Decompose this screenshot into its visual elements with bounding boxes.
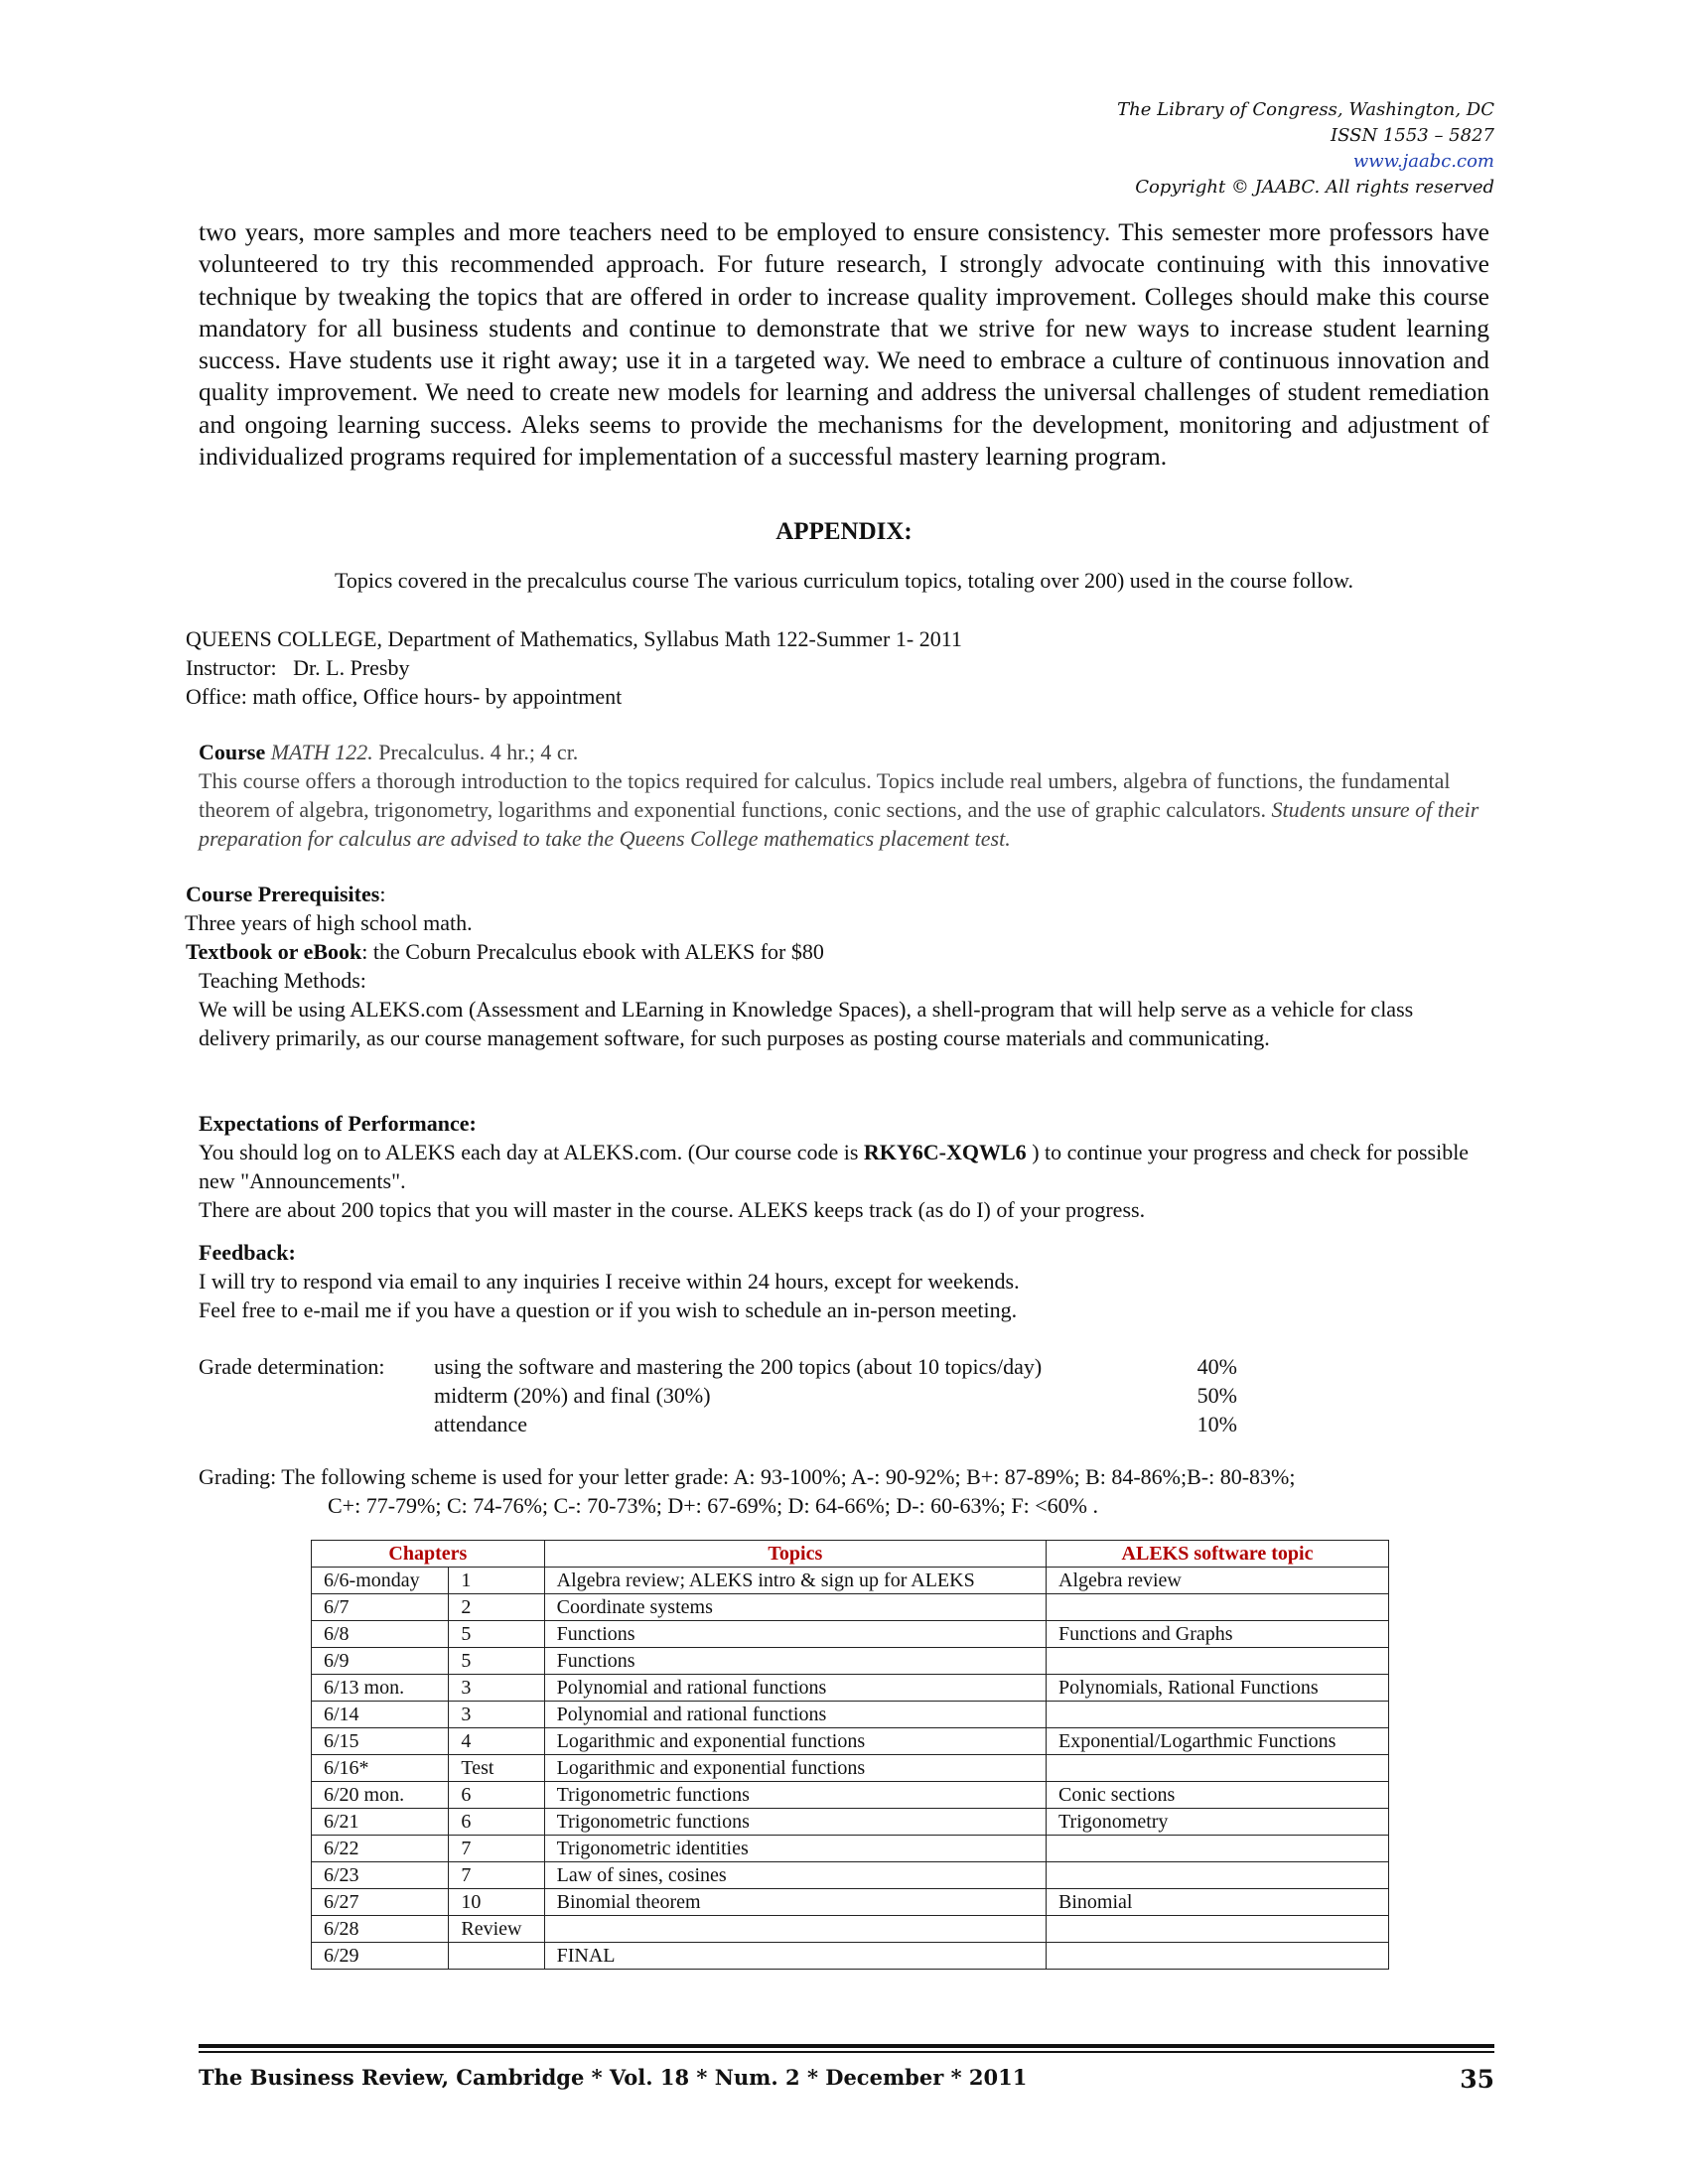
chapter-cell: 6 — [449, 1782, 544, 1809]
chapter-cell: 5 — [449, 1648, 544, 1675]
topic-cell: Logarithmic and exponential functions — [544, 1728, 1046, 1755]
expectations-text — [199, 1138, 1489, 1195]
feedback-label: Feedback: — [199, 1240, 296, 1265]
grade-item: midterm (20%) and final (30%) — [434, 1383, 711, 1408]
page-number: 35 — [1460, 2065, 1494, 2094]
course-section — [199, 738, 1489, 853]
expectations-section — [199, 1109, 1489, 1224]
header-link[interactable]: www.jaabc.com — [1352, 151, 1494, 172]
chapter-cell: Test — [449, 1755, 544, 1782]
topic-cell: Trigonometric functions — [544, 1809, 1046, 1836]
topic-cell: Coordinate systems — [544, 1594, 1046, 1621]
expectations-label: Expectations of Performance: — [199, 1111, 477, 1136]
topic-cell: FINAL — [544, 1943, 1046, 1970]
office-line: Office: math office, Office hours- by appointment — [186, 684, 623, 709]
date-cell: 6/21 — [312, 1809, 449, 1836]
topic-cell: Trigonometric functions — [544, 1782, 1046, 1809]
schedule-table — [311, 1540, 1389, 1970]
grade-percent: 40% — [1196, 1354, 1237, 1379]
syllabus-header — [186, 624, 962, 711]
topic-cell: Functions — [544, 1621, 1046, 1648]
footer-rule-thick — [199, 2044, 1494, 2048]
grade-label: Grade determination: — [199, 1354, 385, 1379]
course-desc-text: This course offers a thorough introduction to the topics required for calculus. Topics include real umbers, algebra of functions, the fundamental theorem of algebra, trigonometry, logarithms and exponential functions, conic sections, and the use of graphic calculators. — [199, 768, 1451, 822]
chapter-cell: 2 — [449, 1594, 544, 1621]
table-row — [312, 1809, 1389, 1836]
date-cell: 6/20 mon. — [312, 1782, 449, 1809]
appendix-title: APPENDIX: — [775, 518, 913, 545]
date-cell: 6/6-monday — [312, 1568, 449, 1594]
aleks-cell — [1047, 1755, 1389, 1782]
header-topics: Topics — [544, 1541, 1046, 1568]
prereq-section — [186, 880, 1486, 966]
teaching-section — [199, 966, 1489, 1052]
aleks-cell: Trigonometry — [1047, 1809, 1389, 1836]
chapter-cell: 7 — [449, 1836, 544, 1862]
topic-cell: Trigonometric identities — [544, 1836, 1046, 1862]
table-row — [312, 1728, 1389, 1755]
chapter-cell: 5 — [449, 1621, 544, 1648]
feedback-line-1: I will try to respond via email to any inquiries I receive within 24 hours, except for weekends. — [199, 1269, 1020, 1294]
textbook-line — [186, 937, 1486, 966]
date-cell: 6/14 — [312, 1702, 449, 1728]
aleks-cell: Conic sections — [1047, 1782, 1389, 1809]
instructor-line — [186, 653, 962, 682]
table-row — [312, 1943, 1389, 1970]
college-line: QUEENS COLLEGE, Department of Mathematics, Syllabus Math 122-Summer 1- 2011 — [186, 626, 962, 651]
date-cell: 6/22 — [312, 1836, 449, 1862]
aleks-cell — [1047, 1862, 1389, 1889]
page-footer — [199, 2065, 1494, 2094]
topic-cell: Algebra review; ALEKS intro & sign up for ALEKS — [544, 1568, 1046, 1594]
header-issn: ISSN 1553 – 5827 — [1331, 125, 1494, 146]
grade-percent: 10% — [1196, 1412, 1237, 1436]
date-cell: 6/15 — [312, 1728, 449, 1755]
footer-rule-thin — [199, 2051, 1494, 2053]
teaching-text: We will be using ALEKS.com (Assessment and LEarning in Knowledge Spaces), a shell-program that will help serve as a vehicle for class delivery primarily, as our course management software, for such purposes as posting course materials and communicating. — [199, 997, 1414, 1050]
aleks-cell — [1047, 1702, 1389, 1728]
date-cell: 6/9 — [312, 1648, 449, 1675]
prereq-colon: : — [379, 882, 386, 906]
chapter-cell — [449, 1943, 544, 1970]
schedule-header-row — [312, 1541, 1389, 1568]
chapter-cell: 1 — [449, 1568, 544, 1594]
table-row — [312, 1916, 1389, 1943]
aleks-cell — [1047, 1916, 1389, 1943]
topic-cell: Binomial theorem — [544, 1889, 1046, 1916]
aleks-cell — [1047, 1594, 1389, 1621]
aleks-cell — [1047, 1943, 1389, 1970]
expectations-text-a: You should log on to ALEKS each day at ALEKS.com. (Our course code is — [199, 1140, 864, 1164]
table-row — [312, 1702, 1389, 1728]
grade-item: attendance — [434, 1412, 528, 1436]
aleks-cell: Functions and Graphs — [1047, 1621, 1389, 1648]
table-row — [312, 1862, 1389, 1889]
chapter-cell: 3 — [449, 1702, 544, 1728]
course-code: MATH 122. — [270, 740, 373, 764]
aleks-cell: Exponential/Logarthmic Functions — [1047, 1728, 1389, 1755]
chapter-cell: 10 — [449, 1889, 544, 1916]
table-row — [312, 1782, 1389, 1809]
aleks-cell: Polynomials, Rational Functions — [1047, 1675, 1389, 1702]
prereq-label: Course Prerequisites — [186, 882, 380, 906]
instructor-label: Instructor: — [186, 655, 277, 680]
course-desc-italic: Students unsure of their preparation for calculus are advised to take the Queens College mathematics placement test. — [199, 797, 1479, 851]
table-row — [312, 1836, 1389, 1862]
grade-percent: 50% — [1196, 1383, 1237, 1408]
date-cell: 6/28 — [312, 1916, 449, 1943]
chapter-cell: 7 — [449, 1862, 544, 1889]
feedback-line-2: Feel free to e-mail me if you have a question or if you wish to schedule an in-person meeting. — [199, 1297, 1018, 1322]
aleks-cell — [1047, 1836, 1389, 1862]
journal-citation: The Business Review, Cambridge * Vol. 18 * Num. 2 * December * 2011 — [199, 2065, 1028, 2090]
running-header — [1117, 97, 1494, 201]
body-paragraph: two years, more samples and more teachers need to be employed to ensure consistency. This semester more professors have volunteered to try this recommended approach. For future research, I strongly advocate continuing with this innovative technique by tweaking the topics that are offered in order to increase quality improvement. Colleges should make this course mandatory for all business students and continue to demonstrate that we strive for new ways to increase student learning success. Have students use it right away; use it in a targeted way. We need to embrace a culture of continuous innovation and quality improvement. We need to create new models for learning and address the universal challenges of student remediation and ongoing learning success. Aleks seems to provide the mechanisms for the development, monitoring and adjustment of individualized programs required for implementation of a successful mastery learning program. — [199, 217, 1489, 472]
grading-line-2: C+: 77-79%; C: 74-76%; C-: 70-73%; D+: 67-69%; D: 64-66%; D-: 60-63%; F: <60% . — [328, 1493, 1098, 1518]
course-code-value: RKY6C-XQWL6 — [863, 1140, 1027, 1164]
prereq-heading — [186, 880, 1486, 908]
table-row — [312, 1568, 1389, 1594]
date-cell: 6/8 — [312, 1621, 449, 1648]
textbook-label: Textbook or eBook — [186, 939, 362, 964]
aleks-cell: Binomial — [1047, 1889, 1389, 1916]
course-description — [199, 766, 1489, 853]
expectations-text-c: There are about 200 topics that you will master in the course. ALEKS keeps track (as do I) of your progress. — [199, 1197, 1146, 1222]
table-row — [312, 1889, 1389, 1916]
table-row — [312, 1594, 1389, 1621]
date-cell: 6/29 — [312, 1943, 449, 1970]
chapter-cell: Review — [449, 1916, 544, 1943]
grade-items — [434, 1352, 1042, 1438]
topic-cell — [544, 1916, 1046, 1943]
feedback-section — [199, 1238, 1489, 1324]
table-row — [312, 1755, 1389, 1782]
chapter-cell: 3 — [449, 1675, 544, 1702]
header-aleks-topic: ALEKS software topic — [1047, 1541, 1389, 1568]
topic-cell: Polynomial and rational functions — [544, 1675, 1046, 1702]
course-rest: Precalculus. 4 hr.; 4 cr. — [372, 740, 579, 764]
aleks-cell: Algebra review — [1047, 1568, 1389, 1594]
topic-cell: Logarithmic and exponential functions — [544, 1755, 1046, 1782]
chapter-cell: 6 — [449, 1809, 544, 1836]
header-chapters: Chapters — [312, 1541, 545, 1568]
grade-percents — [1172, 1352, 1237, 1438]
table-row — [312, 1621, 1389, 1648]
topic-cell: Law of sines, cosines — [544, 1862, 1046, 1889]
table-row — [312, 1648, 1389, 1675]
instructor-name: Dr. L. Presby — [293, 655, 410, 680]
topic-cell: Functions — [544, 1648, 1046, 1675]
teaching-label: Teaching Methods: — [199, 968, 366, 993]
expectations-text-b: ) to continue your progress and check for possible new "Announcements". — [199, 1140, 1470, 1193]
aleks-cell — [1047, 1648, 1389, 1675]
appendix-subtitle: Topics covered in the precalculus course The various curriculum topics, totaling over 200) used in the course follow. — [334, 568, 1354, 593]
chapter-cell: 4 — [449, 1728, 544, 1755]
grading-line-1: Grading: The following scheme is used for your letter grade: A: 93-100%; A-: 90-92%; B+: 87-89%; B: 84-86%;B-: 80-83%; — [199, 1464, 1296, 1489]
course-line — [199, 738, 1489, 766]
header-library: The Library of Congress, Washington, DC — [1117, 99, 1494, 120]
course-label: Course — [199, 740, 266, 764]
date-cell: 6/7 — [312, 1594, 449, 1621]
topic-cell: Polynomial and rational functions — [544, 1702, 1046, 1728]
grade-item: using the software and mastering the 200 topics (about 10 topics/day) — [434, 1354, 1043, 1379]
textbook-text: : the Coburn Precalculus ebook with ALEKS for $80 — [361, 939, 824, 964]
table-row — [312, 1675, 1389, 1702]
date-cell: 6/27 — [312, 1889, 449, 1916]
header-copyright: Copyright © JAABC. All rights reserved — [1135, 177, 1494, 198]
date-cell: 6/23 — [312, 1862, 449, 1889]
date-cell: 6/16* — [312, 1755, 449, 1782]
date-cell: 6/13 mon. — [312, 1675, 449, 1702]
prereq-text: Three years of high school math. — [185, 910, 473, 935]
